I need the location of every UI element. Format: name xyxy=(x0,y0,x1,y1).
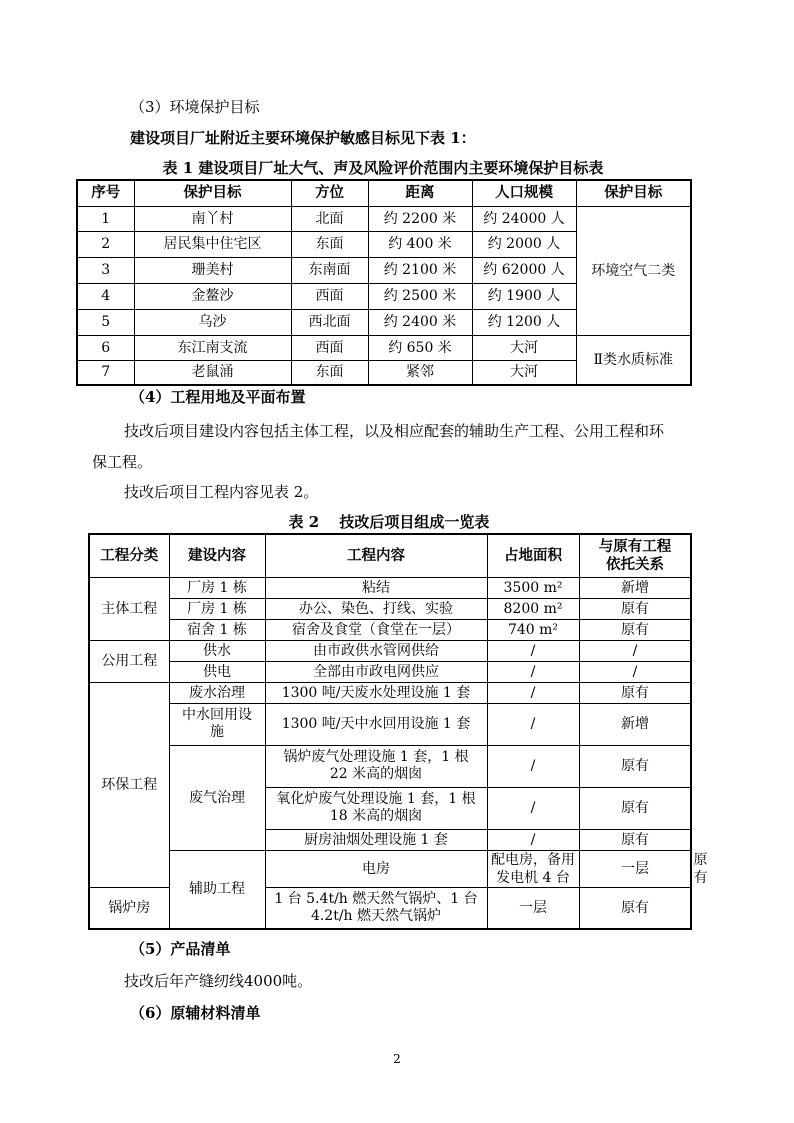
section4-paragraph2: 技改后项目工程内容见表 2。 xyxy=(124,483,319,501)
table-cell: 东面 xyxy=(291,231,368,257)
table-row xyxy=(89,640,691,661)
table2-header: 工程分类 xyxy=(89,534,169,577)
table-cell: 厂房 1 栋 xyxy=(169,577,265,598)
table-cell: 1300 吨/天废水处理设施 1 套 xyxy=(265,682,487,703)
table-cell: 约 24000 人 xyxy=(472,206,576,231)
table-cell: 约 62000 人 xyxy=(472,257,576,283)
table-cell: 宿舍 1 栋 xyxy=(169,619,265,640)
table-cell: 办公、染色、打线、实验 xyxy=(265,598,487,619)
table2 xyxy=(88,533,708,930)
table-cell: 3 xyxy=(77,257,134,283)
table-row: 辅助工程 电房 配电房，备用发电机 4 台 一层 原有 xyxy=(89,850,691,887)
table1-group-air: 环境空气二类 xyxy=(576,206,691,335)
table-cell: 电房 xyxy=(265,850,487,887)
table2-caption: 表 2 技改后项目组成一览表 xyxy=(288,513,490,531)
table-row xyxy=(89,598,691,619)
table-cell: 西面 xyxy=(291,283,368,309)
table1-header: 方位 xyxy=(291,180,368,206)
table-cell: 由市政供水管网供给 xyxy=(265,640,487,661)
table-cell: 1 台 5.4t/h 燃天然气锅炉、1 台 4.2t/h 燃天然气锅炉 xyxy=(265,887,487,929)
table-cell: 北面 xyxy=(291,206,368,231)
table-cell: / xyxy=(487,745,579,787)
table-cell: 南丫村 xyxy=(134,206,291,231)
section3-intro: 建设项目厂址附近主要环境保护敏感目标见下表 1： xyxy=(130,129,476,147)
table-cell: 约 2100 米 xyxy=(368,257,472,283)
table-cell: 约 2000 人 xyxy=(472,231,576,257)
table2-header: 占地面积 xyxy=(487,534,579,577)
table-cell: 一层 xyxy=(487,887,579,929)
section5-text: 技改后年产缝纫线4000吨。 xyxy=(124,972,313,990)
table-cell: 约 2200 米 xyxy=(368,206,472,231)
table-cell: 原有 xyxy=(579,787,691,829)
table1-header: 序号 xyxy=(77,180,134,206)
table-cell: 740 m² xyxy=(487,619,579,640)
table-cell: 约 1200 人 xyxy=(472,309,576,335)
table-cell: 原有 xyxy=(579,887,691,929)
table2-header: 建设内容 xyxy=(169,534,265,577)
table-cell: 居民集中住宅区 xyxy=(134,231,291,257)
table-cell: 3500 m² xyxy=(487,577,579,598)
table-cell: 约 2400 米 xyxy=(368,309,472,335)
table-row xyxy=(89,619,691,640)
table1-header: 保护目标 xyxy=(134,180,291,206)
table-cell: 全部由市政电网供应 xyxy=(265,661,487,682)
table-cell: 新增 xyxy=(579,577,691,598)
table1-header: 保护目标 xyxy=(576,180,691,206)
table-cell: 4 xyxy=(77,283,134,309)
table2-header: 工程内容 xyxy=(265,534,487,577)
table1-header: 距离 xyxy=(368,180,472,206)
table-cell: 2 xyxy=(77,231,134,257)
table-cell: 东江南支流 xyxy=(134,335,291,360)
table-cell: 一层 xyxy=(579,850,691,887)
table-cell: 宿舍及食堂（食堂在一层） xyxy=(265,619,487,640)
table-row xyxy=(89,745,691,787)
section6-heading: （6）原辅材料清单 xyxy=(130,1004,261,1022)
table-cell: 乌沙 xyxy=(134,309,291,335)
table-cell: 约 650 米 xyxy=(368,335,472,360)
table-row xyxy=(77,206,691,231)
table-row xyxy=(77,335,691,360)
table-cell: 1300 吨/天中水回用设施 1 套 xyxy=(265,703,487,745)
table-cell: 原有 xyxy=(579,829,691,850)
table1-caption: 表 1 建设项目厂址大气、声及风险评价范围内主要环境保护目标表 xyxy=(162,159,604,177)
table-cell: 大河 xyxy=(472,360,576,385)
table-cell: / xyxy=(487,829,579,850)
table-cell: 大河 xyxy=(472,335,576,360)
table-cell: 金鳌沙 xyxy=(134,283,291,309)
table-cell: 锅炉房 xyxy=(89,887,169,929)
table-cell: / xyxy=(487,661,579,682)
table2-header-row xyxy=(89,534,691,577)
table-cell: 厂房 1 栋 xyxy=(169,598,265,619)
table2-category-public: 公用工程 xyxy=(89,640,169,682)
table1-header: 人口规模 xyxy=(472,180,576,206)
table-cell: 废水治理 xyxy=(169,682,265,703)
table1 xyxy=(76,179,692,386)
table-cell: 约 1900 人 xyxy=(472,283,576,309)
table-cell: 供水 xyxy=(169,640,265,661)
table-cell: / xyxy=(487,787,579,829)
table-cell: 东南面 xyxy=(291,257,368,283)
table-cell: 供电 xyxy=(169,661,265,682)
table-cell: 锅炉废气处理设施 1 套，1 根 22 米高的烟囱 xyxy=(265,745,487,787)
table-cell: 约 400 米 xyxy=(368,231,472,257)
table-cell: 配电房，备用发电机 4 台 xyxy=(487,850,579,887)
table-cell: / xyxy=(487,703,579,745)
section4-paragraph-line2: 保工程。 xyxy=(92,453,153,471)
table1-header-row xyxy=(77,180,691,206)
table-row xyxy=(89,703,691,745)
table-cell: 粘结 xyxy=(265,577,487,598)
table-row xyxy=(89,661,691,682)
table-cell: / xyxy=(487,682,579,703)
table-cell: 珊美村 xyxy=(134,257,291,283)
table-cell: 原有 xyxy=(579,745,691,787)
section4-paragraph-line1: 技改后项目建设内容包括主体工程，以及相应配套的辅助生产工程、公用工程和环 xyxy=(124,422,665,440)
page-number: 2 xyxy=(393,1052,401,1066)
table-cell: / xyxy=(487,640,579,661)
table-cell: 5 xyxy=(77,309,134,335)
table-cell: / xyxy=(579,640,691,661)
table2-category-main: 主体工程 xyxy=(89,577,169,640)
table-cell: 8200 m² xyxy=(487,598,579,619)
table-cell: 厨房油烟处理设施 1 套 xyxy=(265,829,487,850)
table-cell: 原有 xyxy=(579,619,691,640)
table2-header: 与原有工程依托关系 xyxy=(579,534,691,577)
section4-heading: （4）工程用地及平面布置 xyxy=(130,388,306,406)
table-cell: / xyxy=(579,661,691,682)
table-cell: 原有 xyxy=(579,598,691,619)
table-cell: 老鼠涌 xyxy=(134,360,291,385)
table2-category-env: 环保工程 xyxy=(89,682,169,887)
table1-group-water: Ⅱ类水质标准 xyxy=(576,335,691,385)
table-cell: 新增 xyxy=(579,703,691,745)
section5-heading: （5）产品清单 xyxy=(130,940,231,958)
table-cell: 6 xyxy=(77,335,134,360)
section3-heading: （3）环境保护目标 xyxy=(130,98,260,116)
table-cell: 1 xyxy=(77,206,134,231)
table-cell: 东面 xyxy=(291,360,368,385)
table-cell: 原有 xyxy=(579,682,691,703)
table-row xyxy=(89,682,691,703)
table-cell: 西北面 xyxy=(291,309,368,335)
table-cell: 7 xyxy=(77,360,134,385)
table-cell: 约 2500 米 xyxy=(368,283,472,309)
table-row xyxy=(89,577,691,598)
table-cell: 西面 xyxy=(291,335,368,360)
table-cell: 紧邻 xyxy=(368,360,472,385)
table-cell: 中水回用设施 xyxy=(169,703,265,745)
table2-gas-label: 废气治理 xyxy=(169,745,265,850)
table-cell: 氧化炉废气处理设施 1 套，1 根 18 米高的烟囱 xyxy=(265,787,487,829)
table2-category-aux: 辅助工程 xyxy=(169,850,265,929)
